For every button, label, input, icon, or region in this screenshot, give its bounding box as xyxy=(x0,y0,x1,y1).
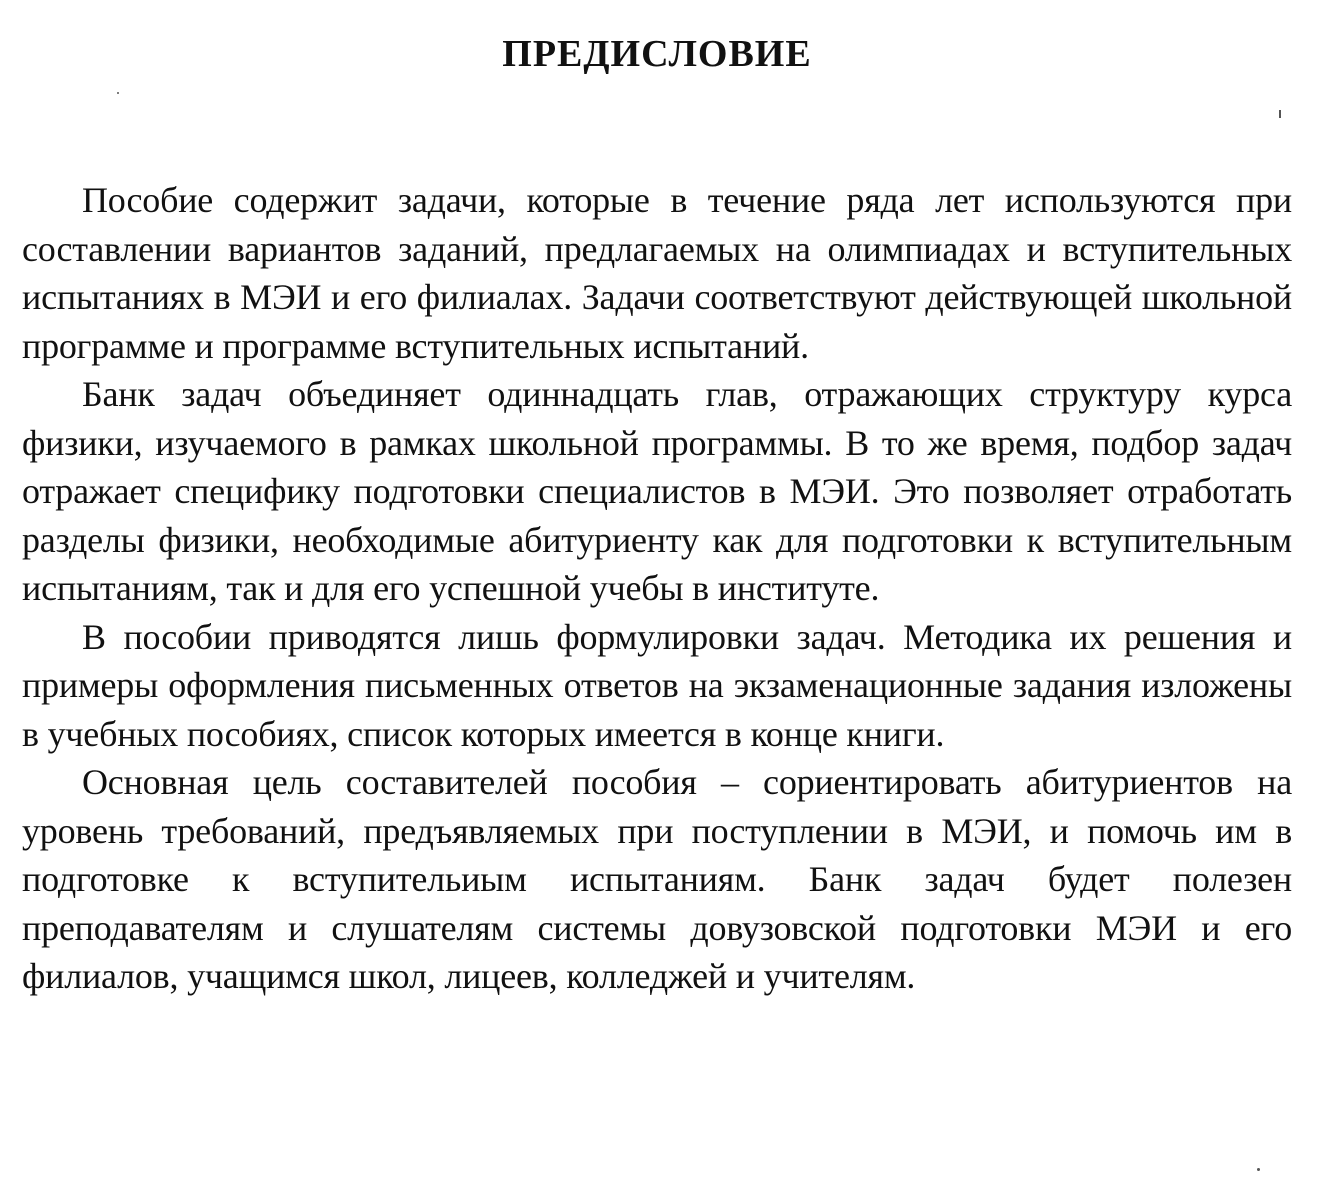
scan-speck xyxy=(1257,1168,1260,1171)
document-page xyxy=(22,28,1292,1001)
body-text xyxy=(22,176,1292,1001)
paragraph-1: Пособие содержит задачи, которые в течение ряда лет используются при составлении вариантов заданий, предлагаемых на олимпиадах и вступительных испытаниях в МЭИ и его филиалах. Задачи соответствуют действующей школьной программе и программе вступительных испытаний. xyxy=(22,180,1292,366)
paragraph-3: В пособии приводятся лишь формулировки задач. Методика их решения и примеры оформления письменных ответов на экзаменационные задания изложены в учебных пособиях, список которых имеется в конце книги. xyxy=(22,616,1292,754)
paragraph-4: Основная цель составителей пособия – сориентировать абитуриентов на уровень требований, предъявляемых при поступлении в МЭИ, и помочь им в подготовке к вступительиым испытаниям. Банк задач будет полезен преподавателям и слушателям системы довузовской подготовки МЭИ и его филиалов, учащимся школ, лицеев, колледжей и учителям. xyxy=(22,762,1292,996)
page-title: ПРЕДИСЛОВИЕ xyxy=(502,33,812,75)
paragraph-2: Банк задач объединяет одиннадцать глав, отражающих структуру курса физики, изучаемого в рамках школьной программы. В то же время, подбор задач отражает специфику подготовки специалистов в МЭИ. Это позволяет отработать разделы физики, необходимые абитуриенту как для подготовки к вступительным испытаниям, так и для его успешной учебы в институте. xyxy=(22,374,1292,608)
scan-speck xyxy=(117,92,119,94)
scan-speck xyxy=(1279,110,1281,118)
